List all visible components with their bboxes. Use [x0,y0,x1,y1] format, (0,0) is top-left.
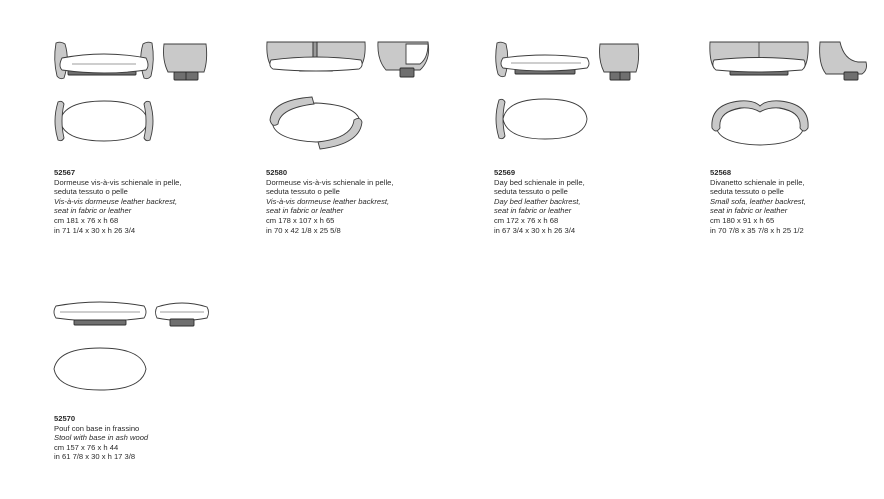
product-52570-front-view [52,298,148,330]
name-english-line-2: seat in fabric or leather [710,206,788,216]
product-52570-side-view [154,298,210,330]
dimensions-in: in 67 3/4 x 30 x h 26 3/4 [494,225,576,235]
dimensions-cm: cm 178 x 107 x h 65 [266,215,335,225]
name-italian-line-1: Day bed schienale in pelle, [494,177,585,187]
product-52569-front-view [493,40,593,80]
name-italian-line-1: Divanetto schienale in pelle, [710,177,805,187]
dimensions-in: in 70 x 42 1/8 x 25 5/8 [266,225,341,235]
name-italian-line-2: seduta tessuto o pelle [494,187,568,197]
product-52569-caption [494,168,684,235]
name-english-line-1: Day bed leather backrest, [494,196,581,206]
product-code: 52570 [54,414,76,423]
product-52568-top-view [708,98,812,148]
name-english-line-1: Small sofa, leather backrest, [710,196,806,206]
dimensions-cm: cm 181 x 76 x h 68 [54,215,119,225]
product-52570-top-view [52,346,148,392]
product-code: 52567 [54,168,76,177]
product-52569-side-view [598,42,642,82]
product-52570-caption [54,414,244,462]
name-english-line-1: Vis-à-vis dormeuse leather backrest, [266,196,390,206]
name-italian-line-2: seduta tessuto o pelle [710,187,784,197]
dimensions-in: in 70 7/8 x 35 7/8 x h 25 1/2 [710,225,804,235]
product-52569-top-view [493,96,593,142]
product-code: 52569 [494,168,516,177]
name-english-line-1: Vis-à-vis dormeuse leather backrest, [54,196,178,206]
product-52580-top-view [262,94,370,152]
product-52580-side-view [376,40,432,78]
product-52567-side-view [162,42,210,82]
product-52567-caption [54,168,244,235]
product-code: 52580 [266,168,288,177]
name-english-line-2: seat in fabric or leather [54,206,132,216]
product-52580-front-view [265,40,367,76]
dimensions-in: in 61 7/8 x 30 x h 17 3/8 [54,452,136,462]
dimensions-in: in 71 1/4 x 30 x h 26 3/4 [54,225,136,235]
name-english-line-2: seat in fabric or leather [494,206,572,216]
name-english-line-1: Stool with base in ash wood [54,433,149,443]
product-52567-front-view [52,40,156,84]
dimensions-cm: cm 172 x 76 x h 68 [494,215,559,225]
product-52580-caption [266,168,456,235]
product-code: 52568 [710,168,732,177]
product-52568-caption [710,168,884,235]
dimensions-cm: cm 180 x 91 x h 65 [710,215,775,225]
product-52568-side-view [818,40,870,82]
name-italian-line-2: seduta tessuto o pelle [266,187,340,197]
dimensions-cm: cm 157 x 76 x h 44 [54,442,119,452]
name-italian-line-2: seduta tessuto o pelle [54,187,128,197]
name-italian-line-1: Pouf con base in frassino [54,423,140,433]
name-italian-line-1: Dormeuse vis-à-vis schienale in pelle, [54,177,182,187]
name-english-line-2: seat in fabric or leather [266,206,344,216]
product-52568-front-view [708,40,810,80]
product-52567-top-view [52,98,156,144]
name-italian-line-1: Dormeuse vis-à-vis schienale in pelle, [266,177,394,187]
